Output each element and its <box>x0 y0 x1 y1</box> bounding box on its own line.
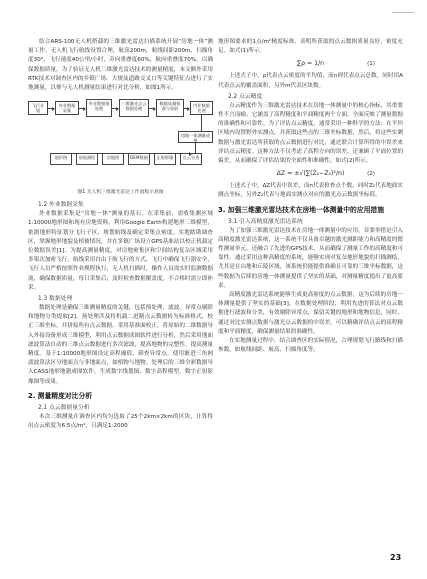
equation-body: ∑ρ = 1/n <box>296 60 325 68</box>
equation-number: (2) <box>367 171 375 178</box>
section-heading: 2.2 点云精度 <box>228 93 263 100</box>
flowchart-box: 外业数据采集 <box>55 101 79 115</box>
section-heading: 1.2 外业数据采集 <box>38 202 84 209</box>
equation-body: ΔZ = ±√(∑(Z₁−Z₂)²/n) <box>276 170 345 178</box>
flow-arrow <box>79 108 85 109</box>
flowchart-box: 外业数据预处理 <box>86 99 112 117</box>
paragraph: 点云精度作为三维激光雷达技术在房地一体测量中的核心指标，其重要性不言而喻。它涵盖了高程精度和平面精度两个方面，全面反映了测量数据的准确性和可靠性。为了评估点云精度，通常采用一种科学的方法：在平坦区域内设置野外实测点，并获取这些点的三维坐标数据，然后，将这些实测数据与激光雷达所获取的点云数据进行对比，通过联合计算所得的中误差来评估点云精度。这种方法不仅考虑了高程方向的误差，还兼顾了平面位置的偏差，从而确保了评估结果的全面性和准确性。如式(2)所示。 <box>218 102 403 165</box>
paragraph: 数据处理是确保三维测量精度的关键，包括预处理、滤波、异常点剔除和地物分类提取[2]。预处理涉及将机载二进制点云数据转为标准格式，校正三维坐标，并拼接所有点云数据。采用基准面校正，将原始的二维数据导入外接设备形成三维模型，利用点云数据成图软件进行分析，然后采用地面滤波算法自动的三维点云数据进行多次滤波，提高地物的完整性，提高测量精度。基于1:10000地形图设定高程阈值，筛查异常点。使用渐进三角网滤波算法区分地面点与非地面点，如植物与地物。处理后的三维全彩数据导入CASS地形地籍成图软件，生成数字线划图、数字高程模型、数字正射影像图等成果。 <box>28 305 213 385</box>
paragraph: 外业数据采集是“房地一体”测量的基石。在采集前，需收集测区域1:10000地形图和现有房地资料，利用Google Earth构建地形三维模型，依据地形特征划分飞行子区，规划航线及确定采集点密度。实地踏勘调查区，掌握地形地貌及植被情况，并在多镇广场设立GPS基准站以校正机载定位数据误差[1]。为提高测量精度，对房地密集区和空间结构复杂区域采用多架次加密飞行，航线采用自由于航飞行的方式，飞行中确保飞行器安全，飞行人员严格按照作业规程执行，无人机扫描时，操作人员需实时监测数据流，确保数据质量，每日采集后，及时检查数据覆盖度，不合格时需立即补采。 <box>28 211 213 291</box>
flow-arrow <box>48 108 54 109</box>
flow-arrow <box>112 108 118 109</box>
flowchart-box: 数据质量检查与验收 <box>156 99 184 117</box>
section-heading: 3. 加强三维激光雷达技术在房地一体测量中的应用措施 <box>218 205 385 214</box>
header-rule <box>392 12 414 13</box>
flow-arrow <box>149 108 155 109</box>
workflow-figure <box>28 97 213 187</box>
flowchart-box: 房地一体测量成果 <box>178 131 213 143</box>
paragraph: 结合ARS-100无人机搭载的三维激光雷达扫描系统开展“房地一体”测量工作。无人机飞行航线设置合理，航高200m，航线间距200m，扫描角度30°，飞行速度40公里/小时，旁向重叠度60%，航向重叠度70%，以确保数据质量。为了验证无人机三维激光雷达技术的测量精度，本文额外采用RTK技术对调查区内的乡镇广场、大规及道路交叉口等关键特征点进行了实地测量，以便与无人机测量结果进行对比分析，如图1所示。 <box>28 39 213 92</box>
paragraph: 本次三维测量在调查区内均匀选取了25个2km×2km的区块，计算得出点云密度为6.5点/m²，且满足1:2000 <box>28 413 213 430</box>
left-column <box>28 38 213 431</box>
flow-connector <box>201 115 202 131</box>
paragraph: 上述式子中，ΔZ代表中误差，而n代表检查点个数，同时Z₁代表地面实测点坐标，另外Z₂代表与地面实测点对应的激光点云数据坐标值。 <box>218 183 403 199</box>
flow-connector <box>195 143 196 153</box>
flowchart-box: 正射影像 <box>154 153 176 165</box>
section-heading: 1.3 数据处理 <box>38 296 73 303</box>
flowchart-box: 房屋测绘 <box>76 153 98 165</box>
flowchart-box: 飞行计划 <box>28 101 48 115</box>
section-heading: 2.1 点云数据量分析 <box>38 404 90 411</box>
flowchart-box: DEM数据 <box>128 153 150 165</box>
flowchart-box: 三维激光点云数据处理 <box>119 99 149 117</box>
figure-caption: 图1 无人机三维激光雷达工作流程示意图 <box>77 190 164 196</box>
paragraph: 上述式子中，ρ代表点云密度的平均值，而n则代表点云总数，同时用A代表点云的覆盖面积，另外m代表区块数。 <box>218 73 403 89</box>
flowchart-box: 地形图 <box>50 153 72 165</box>
flowchart-box: 内业数据处理 <box>190 101 213 115</box>
flow-connector <box>61 153 191 154</box>
flowchart-box: 宗地图 <box>102 153 124 165</box>
right-column <box>218 38 403 355</box>
flow-arrow <box>184 108 189 109</box>
equation <box>218 57 403 71</box>
paragraph: 地形图要求的1点/m²精度标准，表明所获取的点云数据质量良好，密度充足。如式(1)所示。 <box>218 39 403 55</box>
equation <box>218 167 403 181</box>
paragraph: 高精度激光雷达系统能够生成更高密度的点云数据，这为后续的房地一体测量提供了坚实的基础[3]。在数据处理阶段，利用先进的算法对点云数据进行滤波和分类，有效剔除异常点，保留关键的地形和地物信息，同时，通过对比实测点数据与激光点云数据的中误差，可以精确评估点云的高程精度和平面精度，确保测量结果的准确性。 <box>218 292 403 335</box>
equation-number: (1) <box>367 61 375 68</box>
paragraph: 为了加强三维激光雷达技术在房地一体测量中的应用，首要举措是引入高精度激光雷达系统，这一系统不仅具备卓越的激光测距能力和高精度的惯性测量单元，还融合了先进的GPS技术，从而确保了测量工作的高精度和可靠性。通过采用这种高精度的系统，能够实现对复杂地形地貌的扫描测绘，尤其是在山地和丘陵区域，该系统仍能提供准确且可靠的三维坐标数据，这些数据为后续的房地一体测量提供了坚实的基础，对测量精度提出了更高要求。 <box>218 227 403 289</box>
paragraph: 在实地测量过程中，结合调查区的实际情况，合理规划飞行路线和扫描参数，如航线间距、航高、扫描角度等， <box>218 338 403 354</box>
section-heading: 2. 测量精度对比分析 <box>28 391 93 400</box>
page-number: 23 <box>390 553 402 562</box>
section-heading: 3.1 引入高精度激光雷达系统 <box>228 218 303 225</box>
flowchart-box: 点云分类 <box>180 153 202 165</box>
